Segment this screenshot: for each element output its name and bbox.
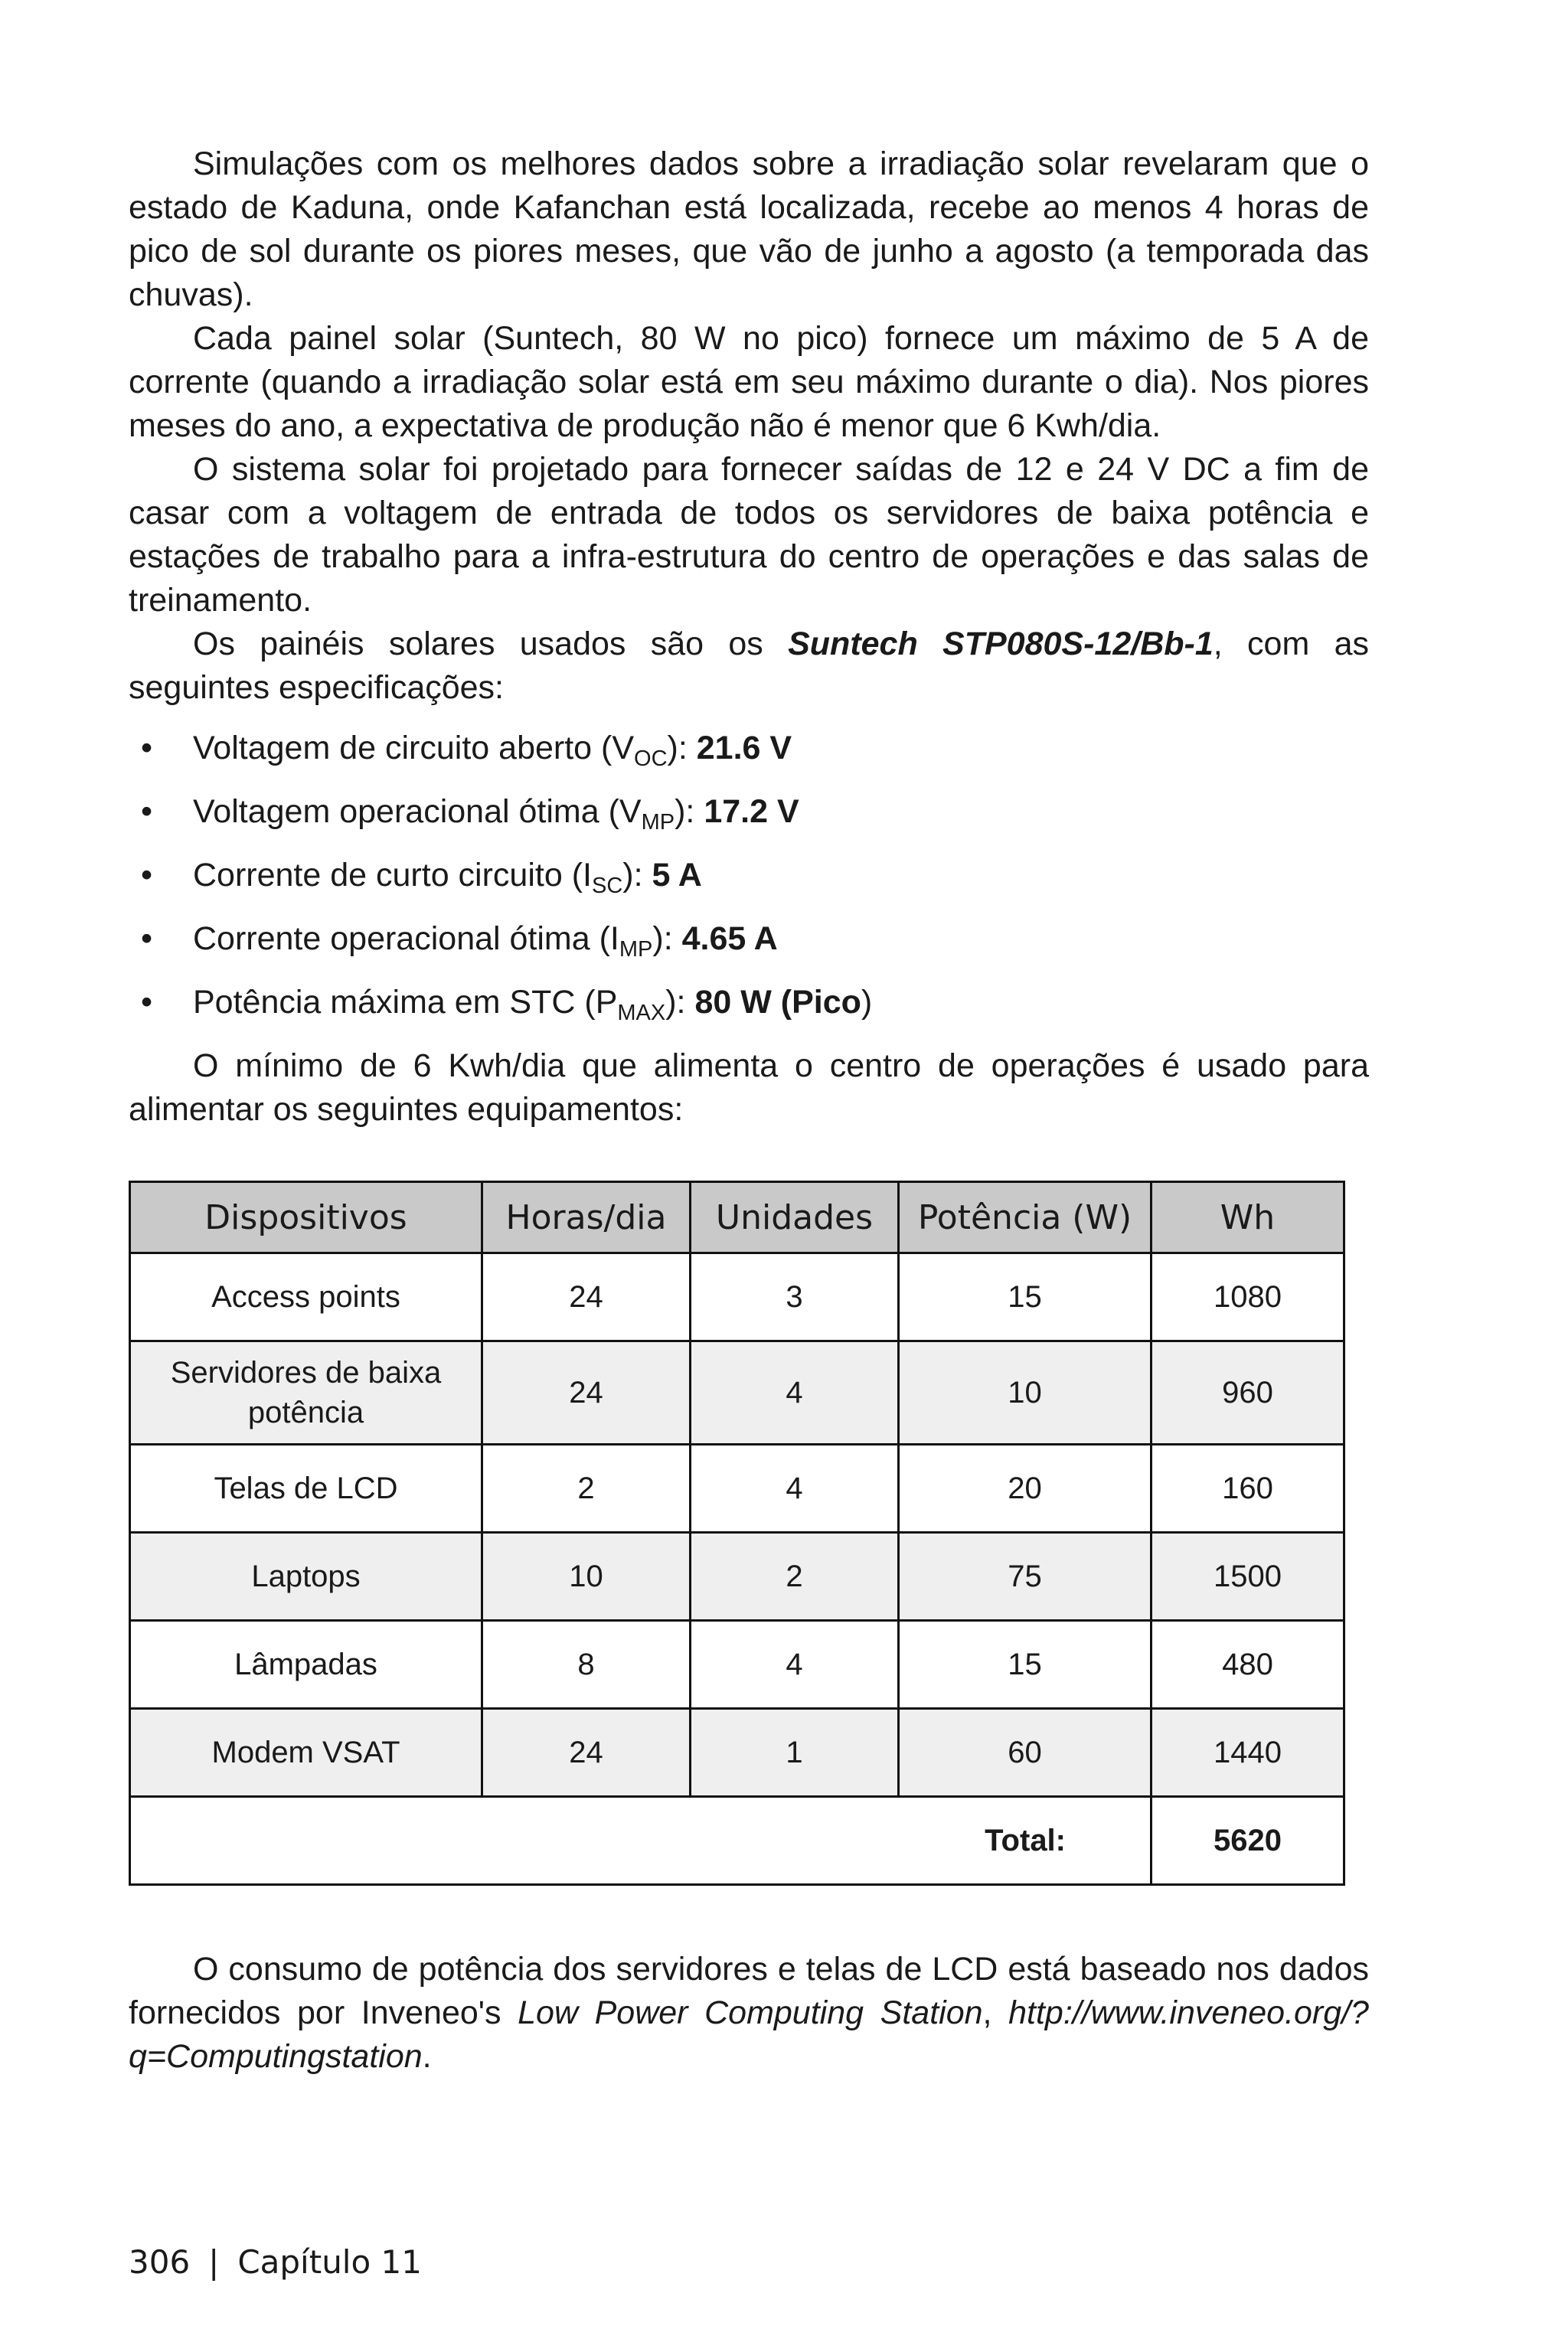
paragraph-panel-intro xyxy=(129,622,1369,710)
chapter-label: Capítulo 11 xyxy=(237,2243,422,2281)
spec-item-isc: • Corrente de curto circuito $(I_{SC})$: 5 A xyxy=(129,854,1369,897)
table-row: Laptops 10 2 75 1500 xyxy=(130,1533,1344,1621)
bullet-icon: • xyxy=(141,984,153,1021)
total-label: Total: xyxy=(130,1797,1152,1885)
footnote-url: http://www.inveneo.org/?q=Computingstation xyxy=(129,1994,1369,2075)
bullet-icon: • xyxy=(141,730,153,766)
table-row: Servidores de baixa potência 24 4 10 960 xyxy=(130,1341,1344,1445)
header-wh: Wh xyxy=(1152,1182,1344,1253)
paragraph-footnote: O consumo de potência dos servidores e telas de LCD está baseado nos dados fornecidos por Inveneo's Low Power Computing Station, http://www.inveneo.org/?q=Computingstation. xyxy=(129,1951,1369,2075)
panel-intro-after: , com as seguintes especificações: xyxy=(129,626,1369,706)
paragraph-panel-output: Cada painel solar (Suntech, 80 W no pico) fornece um máximo de 5 A de corrente (quando a irradiação solar está em seu máximo durante o dia). Nos piores meses do ano, a expectativa de produção não é menor que 6 Kwh/dia. xyxy=(129,320,1369,444)
header-dispositivos: Dispositivos xyxy=(130,1182,482,1253)
body-text xyxy=(129,142,1369,1132)
table-row: Telas de LCD 2 4 20 160 xyxy=(130,1445,1344,1533)
header-unidades: Unidades xyxy=(691,1182,899,1253)
footer-separator: | xyxy=(208,2243,220,2281)
table-row: Lâmpadas 8 4 15 480 xyxy=(130,1621,1344,1709)
bullet-icon: • xyxy=(141,920,153,957)
table-row: Modem VSAT 24 1 60 1440 xyxy=(130,1709,1344,1797)
paragraph-system-design: O sistema solar foi projetado para fornecer saídas de 12 e 24 V DC a fim de casar com a voltagem de entrada de todos os servidores de baixa potência e estações de trabalho para a infra-estrutura do centro de operações e das salas de treinamento. xyxy=(129,451,1369,619)
bullet-icon: • xyxy=(141,857,153,893)
paragraph-irradiation: Simulações com os melhores dados sobre a irradiação solar revelaram que o estado de Kaduna, onde Kafanchan está localizada, recebe ao menos 4 horas de pico de sol durante os piores meses, que vão de junho a agosto (a temporada das chuvas). xyxy=(129,145,1369,313)
table-header-row xyxy=(130,1182,1344,1253)
spec-list xyxy=(129,727,1369,1024)
panel-intro-before: Os painéis solares usados são os xyxy=(193,626,789,662)
spec-item-pmax: • Potência máxima em STC $(P_{MAX})$: 80 W (Pico) xyxy=(129,981,1369,1024)
paragraph-equipment-intro: O mínimo de 6 Kwh/dia que alimenta o centro de operações é usado para alimentar os seguintes equipamentos: xyxy=(129,1047,1369,1128)
footnote-title: Low Power Computing Station xyxy=(518,1994,983,2031)
page-footer xyxy=(129,2243,422,2281)
table-row: Access points 24 3 15 1080 xyxy=(130,1253,1344,1341)
bullet-icon: • xyxy=(141,793,153,830)
equipment-table xyxy=(129,1181,1345,1886)
spec-item-voc: • Voltagem de circuito aberto $(V_{OC})$: 21.6 V xyxy=(129,727,1369,770)
header-potencia: Potência (W) xyxy=(899,1182,1152,1253)
header-horas-dia: Horas/dia xyxy=(482,1182,691,1253)
total-value: 5620 xyxy=(1152,1797,1344,1885)
page-number: 306 xyxy=(129,2243,191,2281)
table-total-row xyxy=(130,1797,1344,1885)
spec-item-imp: • Corrente operacional ótima $(I_{MP})$: 4.65 A xyxy=(129,917,1369,961)
spec-item-vmp: • Voltagem operacional ótima $(V_{MP})$: 17.2 V xyxy=(129,790,1369,834)
panel-model: Suntech STP080S-12/Bb-1 xyxy=(788,626,1214,662)
